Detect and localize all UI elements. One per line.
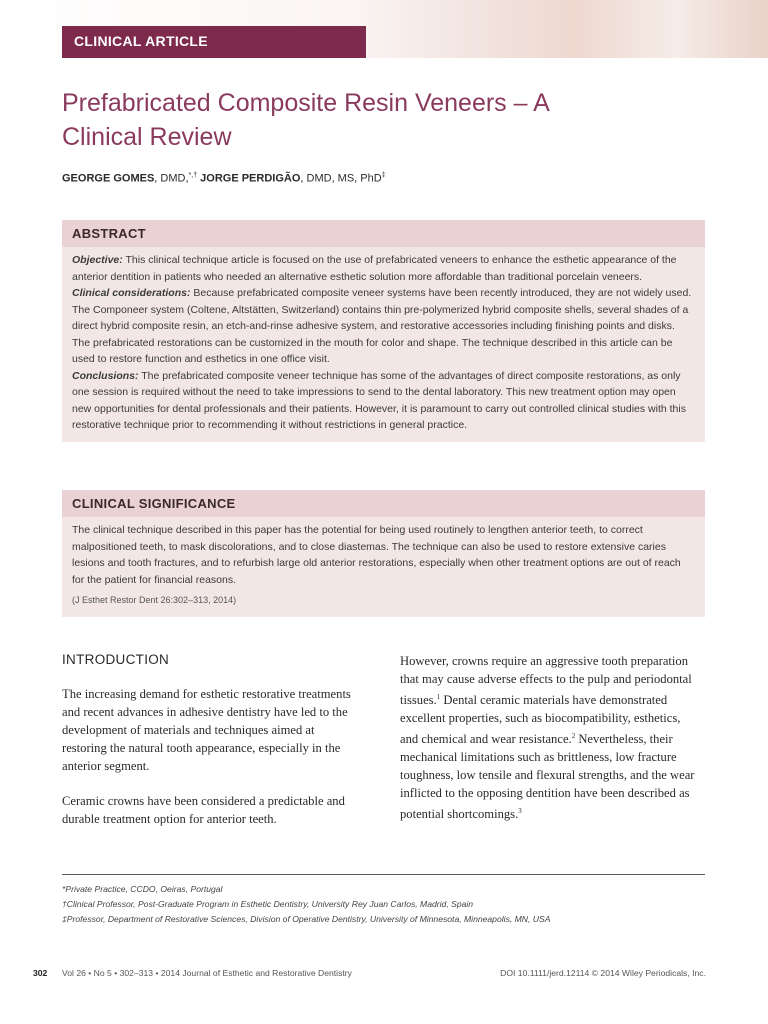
body-text-span: Dental ceramic materials have demonstrated excellent properties, such as biocompatibility, esthetics, and chemical and wear resistance. xyxy=(400,693,681,747)
intro-paragraph xyxy=(400,652,700,824)
abstract-objective-text: This clinical technique article is focused on the use of prefabricated veneers to enhance the esthetic appearance of the anterior dentition in patients who needed an alternative esthetic solution more affordable than traditional porcelain veneers. xyxy=(72,254,677,283)
clinical-significance-heading: CLINICAL SIGNIFICANCE xyxy=(62,490,705,517)
abstract-conclusions-text: The prefabricated composite veneer technique has some of the advantages of direct composite restorations, as only one session is required without the need to take impressions to send to the dental laboratory. This new treatment option may open new opportunities for dental professionals and their patients. However, it is paramount to carry out controlled clinical studies with this restorative technique prior to recommending it without restrictions in general practice. xyxy=(72,369,686,431)
journal-citation: (J Esthet Restor Dent 26:302–313, 2014) xyxy=(72,595,237,605)
abstract-heading: ABSTRACT xyxy=(62,220,705,247)
author-line xyxy=(62,172,702,185)
clinical-significance-box xyxy=(62,490,705,617)
footnote: ‡Professor, Department of Restorative Sciences, Division of Operative Dentistry, University of Minnesota, Minneapolis, MN, USA xyxy=(62,914,551,924)
footnote-divider xyxy=(62,874,705,875)
footnote: *Private Practice, CCDO, Oeiras, Portugal xyxy=(62,884,223,894)
abstract-considerations xyxy=(72,285,695,368)
intro-paragraph: Ceramic crowns have been considered a predictable and durable treatment option for anterior teeth. xyxy=(62,794,345,826)
author-credentials: , DMD, MS, PhD xyxy=(300,172,382,185)
clinical-significance-text: The clinical technique described in this paper has the potential for being used routinely to lengthen anterior teeth, to correct malpositioned teeth, to mask discolorations, and to close diastemas. The technique can also be used to restore extensive caries lesions and tooth fractures, and to refurbish large old anterior restorations, especially when other treatment options are out of reach for the patient for financial reasons. xyxy=(72,524,681,586)
author-affiliation-mark: ‡ xyxy=(381,172,386,179)
author-name: GEORGE GOMES xyxy=(62,172,155,185)
footnote: †Clinical Professor, Post-Graduate Program in Esthetic Dentistry, University Rey Juan Carlos, Madrid, Spain xyxy=(62,899,474,909)
clinical-significance-body xyxy=(62,517,705,617)
body-text-span: However, crowns require an aggressive tooth preparation that may cause adverse effects to the pulp and periodontal tissues. xyxy=(400,654,692,708)
reference-mark: 2 xyxy=(571,732,576,741)
abstract-conclusions-label: Conclusions: xyxy=(72,369,139,382)
abstract-box xyxy=(62,220,705,442)
author-name: JORGE PERDIGÃO xyxy=(200,172,301,185)
abstract-objective-label: Objective: xyxy=(72,254,123,266)
intro-paragraph: The increasing demand for esthetic restorative treatments and recent advances in adhesive dentistry have led to the development of materials and techniques aimed at restoring the natural tooth appearance, especially in the anterior segment. xyxy=(62,687,351,773)
author-affiliation-mark: *,† xyxy=(188,172,198,179)
journal-info: Vol 26 • No 5 • 302–313 • 2014 Journal of Esthetic and Restorative Dentistry xyxy=(62,968,352,978)
body-text-span: Nevertheless, their mechanical limitations such as brittleness, low fracture toughness, low tensile and flexural strengths, and the wear inflicted to the opposing dentition have been described as potential shortcomings. xyxy=(400,732,695,822)
reference-mark: 3 xyxy=(518,807,522,816)
footnotes xyxy=(62,882,705,927)
section-label: CLINICAL ARTICLE xyxy=(62,26,366,58)
abstract-objective xyxy=(72,252,695,285)
introduction-heading: INTRODUCTION xyxy=(62,652,170,667)
abstract-conclusions xyxy=(72,368,695,434)
right-column xyxy=(400,652,700,841)
left-column xyxy=(62,652,362,845)
abstract-body xyxy=(62,247,705,442)
abstract-considerations-label: Clinical considerations: xyxy=(72,287,191,299)
reference-mark: 1 xyxy=(436,693,441,701)
page-number: 302 xyxy=(33,968,48,978)
author-credentials: , DMD, xyxy=(154,172,189,185)
article-title: Prefabricated Composite Resin Veneers – A Clinical Review xyxy=(62,89,549,151)
abstract-considerations-text: Because prefabricated composite veneer systems have been recently introduced, they are not widely used. The Componeer system (Coltene, Altstätten, Switzerland) contains thin pre-polymerized hybrid composite shells, several shades of a direct hybrid composite resin, an etch-and-rinse adhesive system, and restorative accessories including finishing points and disks. The prefabricated restorations can be customized in the mouth for color and shape. The technique described in this article can be used to restore function and esthetics in one office visit. xyxy=(72,287,692,365)
doi-copyright: DOI 10.1111/jerd.12114 © 2014 Wiley Periodicals, Inc. xyxy=(500,968,706,978)
